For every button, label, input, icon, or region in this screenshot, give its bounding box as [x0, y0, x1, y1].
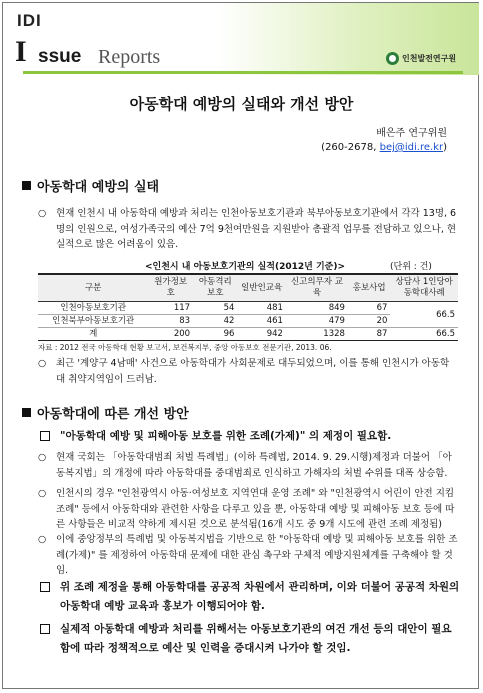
contact-email-link[interactable]: bej@idi.re.kr: [379, 142, 444, 153]
proposal-budget-staff: [40, 620, 460, 658]
section-heading-text: 아동학대 예방의 실태: [37, 180, 160, 195]
proposal-text: "아동학대 예방 및 피해아동 보호를 위한 조례(가제)" 의 제정이 필요함.: [60, 430, 392, 442]
table-cell-merged: 66.5: [390, 302, 458, 328]
table-header: 원가정보호: [148, 274, 193, 302]
square-bullet-icon: [22, 408, 31, 417]
table-unit: (단위 : 건): [390, 262, 432, 272]
table-cell: 481: [237, 302, 285, 315]
paragraph-recommendation: [38, 532, 458, 579]
section-heading-improvement: [22, 403, 189, 422]
paragraph-national-law: [38, 450, 458, 481]
org-name: 인천발전연구원: [402, 54, 457, 63]
section-heading-status: [22, 176, 159, 195]
proposal-ordinance: [40, 427, 460, 446]
circle-bullet-icon: ○: [38, 488, 47, 499]
agency-performance-table: [38, 273, 458, 341]
table-header: 상담사 1인당아동학대사례: [390, 274, 458, 302]
table-cell: 849: [286, 302, 348, 315]
table-header: 구분: [38, 274, 148, 302]
table-cell: 96: [193, 328, 237, 341]
table-cell: 20: [348, 315, 391, 328]
report-header: [3, 3, 479, 75]
table-cell: 1328: [286, 328, 348, 341]
proposal-text: 실제적 아동학대 예방과 처리를 위해서는 아동보호기관의 여건 개선 등의 대안이 필요함에 따라 정책적으로 예산 및 인력을 증대시켜 나가야 할 것임.: [60, 623, 452, 654]
table-header: 일반인교육: [237, 274, 285, 302]
contact-close: ): [443, 142, 447, 153]
table-cell: 479: [286, 315, 348, 328]
paragraph-text: 현재 국회는 「아동학대범죄 처벌 특례법」(이하 특례법, 2014. 9. 29.시행)제정과 더불어 「아동복지법」의 개정에 따라 아동학대를 중대범죄로 인식하고 가해자의 처벌 수위를 대폭 상승함.: [56, 452, 452, 479]
table-row: [38, 302, 458, 315]
org-logo: [386, 52, 456, 65]
table-header: 신고의무자 교육: [286, 274, 348, 302]
table-cell: 83: [148, 315, 193, 328]
table-cell: 인천북부아동보호기관: [38, 315, 148, 328]
paragraph-text: 최근 '계양구 4남매' 사건으로 아동학대가 사회문제로 대두되었으며, 이를 통해 인천시가 아동학대 취약지역임이 드러남.: [56, 358, 450, 385]
issue-word: ssue: [38, 46, 82, 67]
table-header: 아동격리보호: [193, 274, 237, 302]
paragraph-text: 현재 인천시 내 아동학대 예방과 처리는 인천아동보호기관과 북부아동보호기관에서 각각 13명, 6명의 인원으로, 여성가족국의 예산 7억 9천여만원을 지원받아 총괄적 업무를 전담하고 있으나, 현실적으로 많은 어려움이 있음.: [56, 208, 457, 250]
paragraph-recent-case: [38, 356, 458, 387]
brand-label: IDI: [17, 11, 42, 30]
table-cell: 66.5: [390, 328, 458, 341]
paragraph-text: 이에 중앙정부의 특례법 및 아동복지법을 기반으로 한 "아동학대 예방 및 피해아동 보호를 위한 조례(가제)" 를 제정하여 아동학대 문제에 대한 관심 촉구와 구체적 예방지원체계를 구축해야 할 것임.: [56, 534, 458, 576]
checkbox-bullet-icon: [40, 582, 50, 592]
paragraph-text: 인천시의 경우 "인천광역시 아동·여성보호 지역연대 운영 조례" 와 "인천광역시 어린이 안전 지킴 조례" 등에서 아동학대와 관련한 사항을 다루고 있을 뿐, 아동학대 예방 및 피해아동 보호 등에 따른 사항들은 비교적 약하게 제시된 것으로 분석됨(16개 시도 중 9개 시도에 관련 조례 제정됨): [56, 488, 455, 530]
proposal-text: 위 조례 제정을 통해 아동학대를 공공적 차원에서 관리하며, 이와 더불어 공공적 차원의 아동학대 예방 교육과 홍보가 이행되어야 함.: [60, 581, 460, 612]
table-cell: 67: [348, 302, 391, 315]
table-caption: <인천시 내 아동보호기관의 실적(2012년 기준)>: [145, 262, 345, 272]
square-bullet-icon: [22, 181, 31, 190]
table-cell: 인천아동보호기관: [38, 302, 148, 315]
org-logo-icon: [386, 52, 399, 65]
table-total-row: [38, 328, 458, 341]
circle-bullet-icon: ○: [38, 534, 47, 545]
table-header: 홍보사업: [348, 274, 391, 302]
table-header-row: [38, 274, 458, 302]
proposal-public-management: [40, 578, 460, 616]
table-cell: 42: [193, 315, 237, 328]
contact-line: [321, 142, 447, 153]
table-cell: 54: [193, 302, 237, 315]
report-title: 아동학대 예방의 실태와 개선 방안: [129, 95, 354, 113]
table-cell: 461: [237, 315, 285, 328]
section-heading-text: 아동학대에 따른 개선 방안: [37, 407, 189, 422]
table-cell: 계: [38, 328, 148, 341]
circle-bullet-icon: ○: [38, 452, 47, 463]
circle-bullet-icon: ○: [38, 358, 47, 369]
paragraph-incheon-case: [38, 486, 458, 533]
table-cell: 117: [148, 302, 193, 315]
checkbox-bullet-icon: [40, 624, 50, 634]
author-line: 배은주 연구위원: [376, 128, 447, 139]
paragraph-current-status: [38, 206, 458, 253]
circle-bullet-icon: ○: [38, 208, 47, 219]
issue-initial: I: [15, 35, 27, 68]
contact-phone: (260-2678,: [321, 142, 377, 153]
table-cell: 87: [348, 328, 391, 341]
reports-word: Reports: [98, 46, 161, 68]
checkbox-bullet-icon: [40, 431, 50, 441]
header-divider: [23, 71, 463, 74]
table-cell: 200: [148, 328, 193, 341]
table-cell: 942: [237, 328, 285, 341]
table-source: 자료 : 2012 전국 아동학대 현황 보고서, 보건복지부, 중앙 아동보호 전문기관, 2013. 06.: [38, 343, 332, 352]
